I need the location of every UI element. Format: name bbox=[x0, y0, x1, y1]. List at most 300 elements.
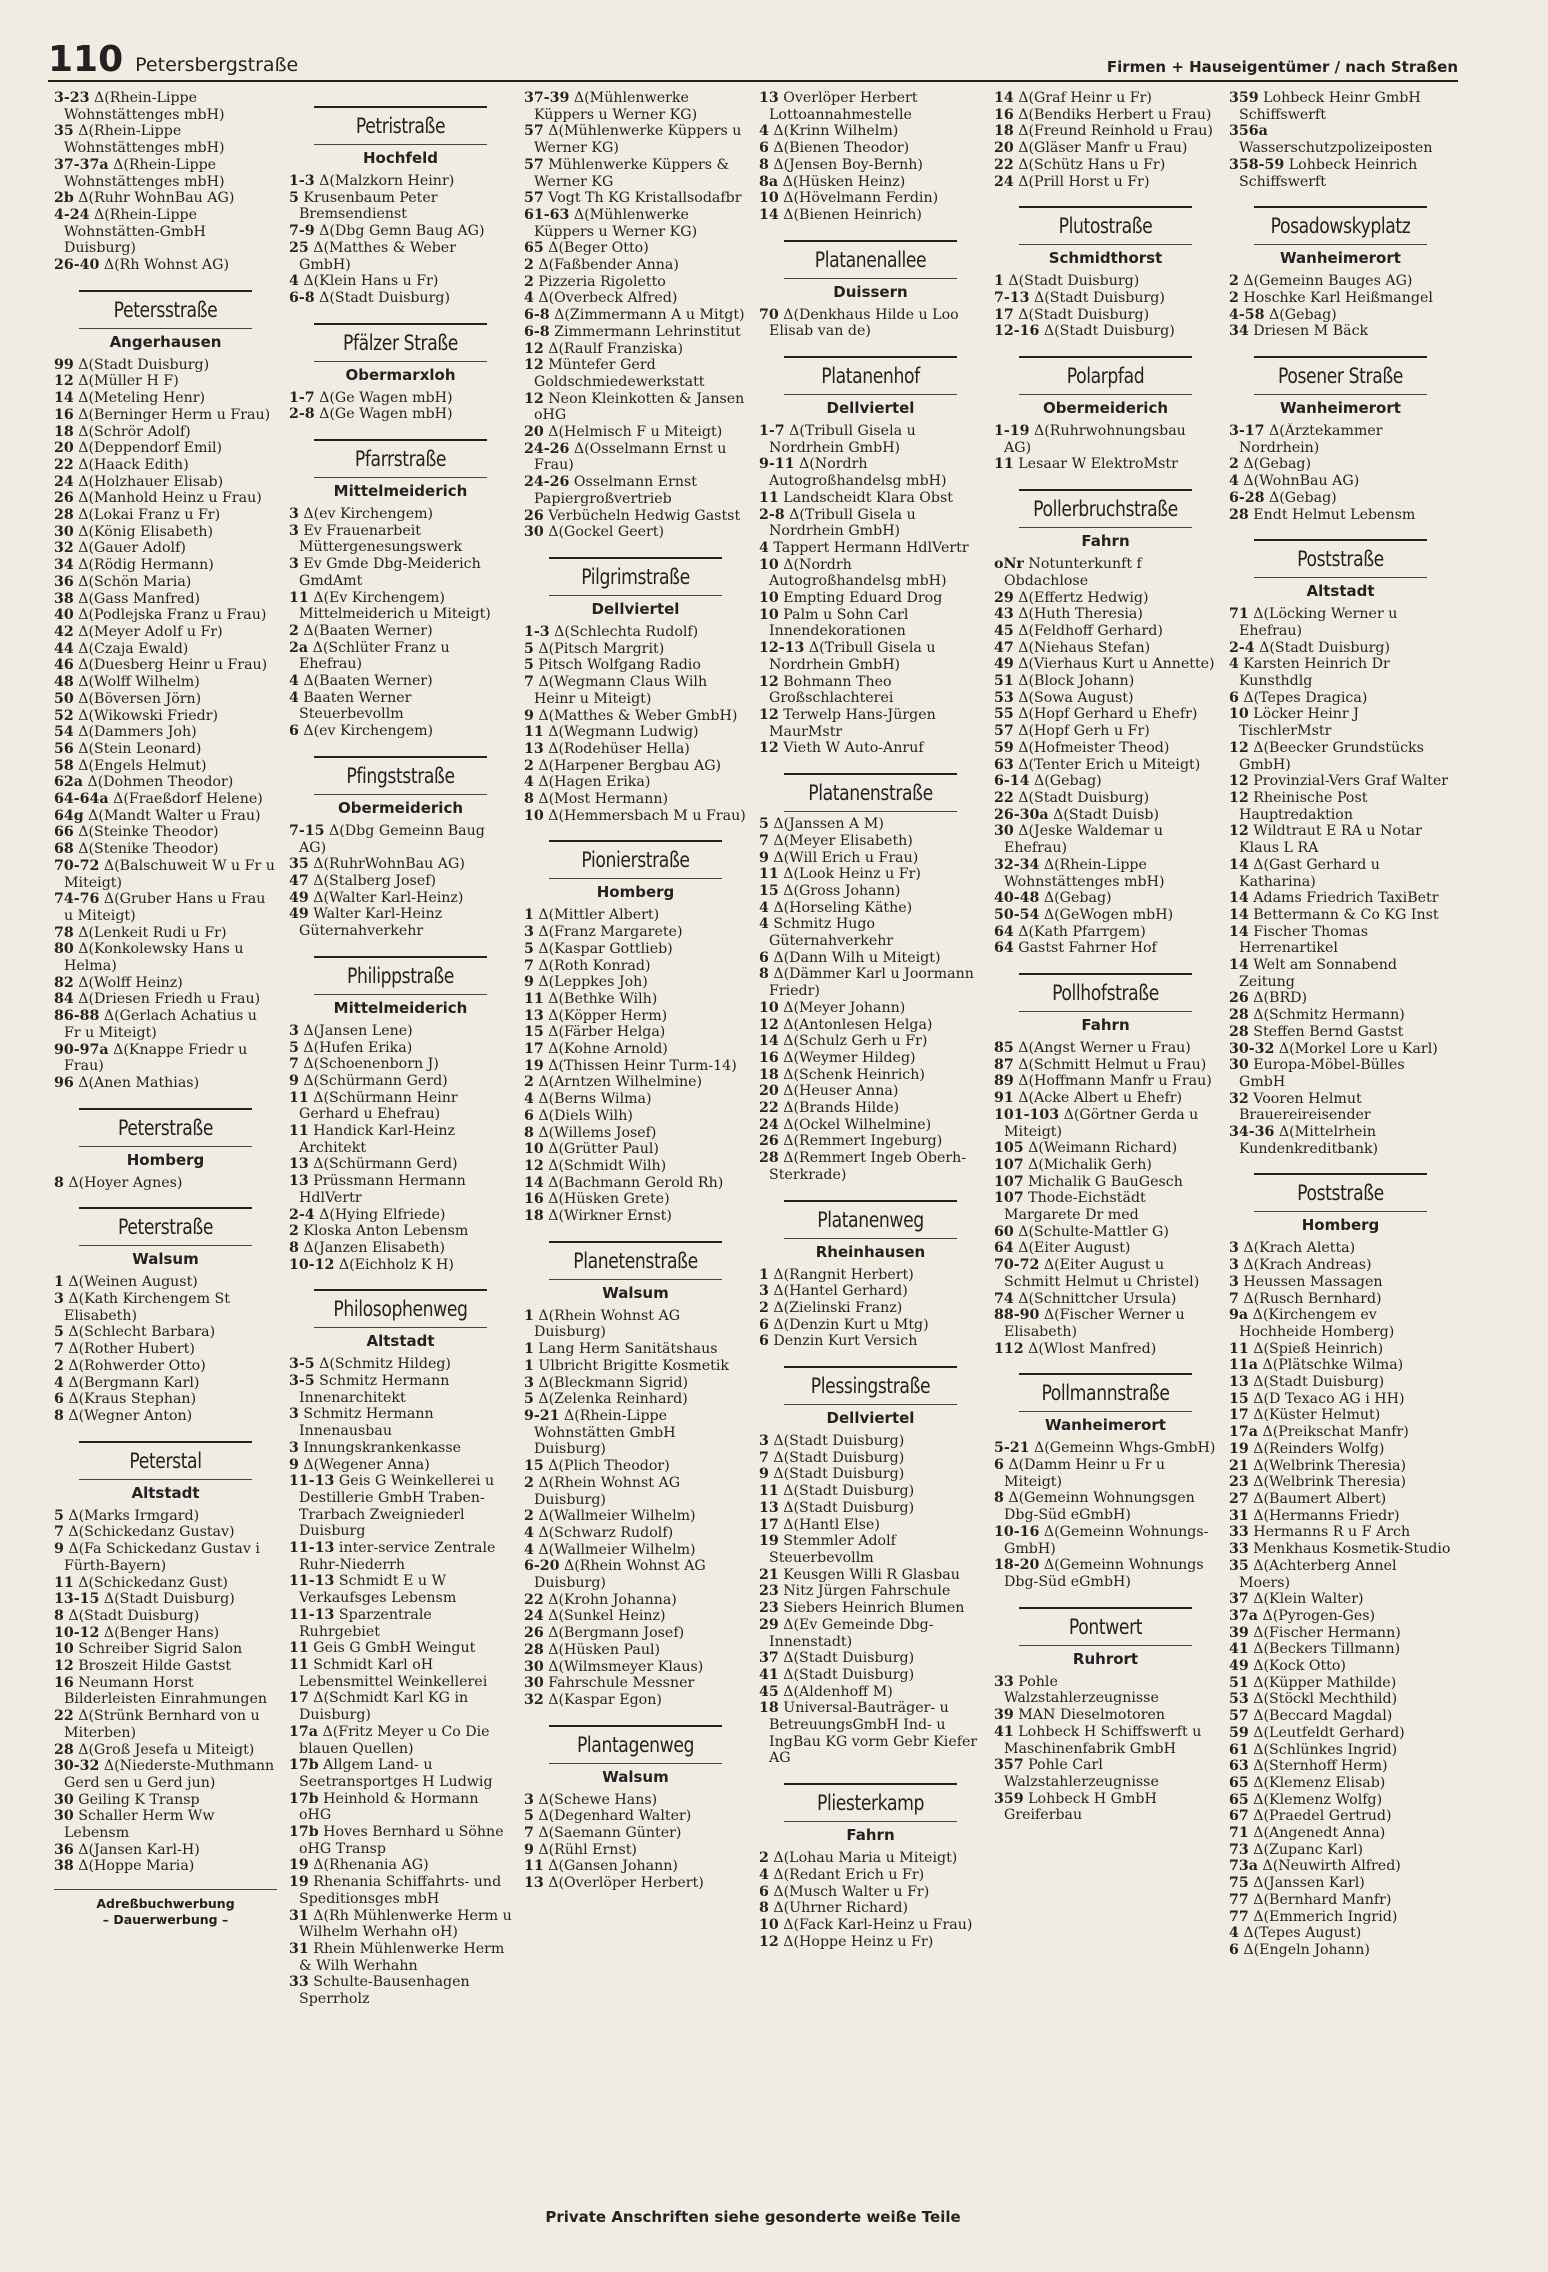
entry-text: Δ(Gruber Hans u Frau u Miteigt) bbox=[64, 891, 266, 924]
entry-text: Δ(Diels Wilh) bbox=[533, 1107, 633, 1124]
directory-entry bbox=[524, 290, 747, 307]
house-number: 11 bbox=[1229, 1340, 1249, 1357]
entry-text: Δ(Duesberg Heinr u Frau) bbox=[73, 657, 268, 674]
house-number: 1 bbox=[524, 1307, 534, 1324]
entry-text: Δ(Rhein-Lippe Wohnstätten-GmbH Duisburg) bbox=[64, 206, 206, 257]
entry-text: Δ(Meteling Henr) bbox=[73, 390, 206, 407]
house-number: 4 bbox=[289, 689, 299, 706]
house-number: 2 bbox=[524, 273, 534, 290]
house-number: 9-21 bbox=[524, 1408, 560, 1424]
directory-entry bbox=[289, 823, 512, 856]
street-heading: Pollhofstraße bbox=[1019, 973, 1192, 1012]
house-number: 1-7 bbox=[289, 389, 315, 406]
entry-text: Δ(Saemann Günter) bbox=[533, 1825, 682, 1842]
house-number: 14 bbox=[524, 1174, 544, 1191]
entry-text: Hoschke Karl Heißmangel bbox=[1238, 289, 1433, 306]
entry-text: Δ(Sowa August) bbox=[1013, 689, 1134, 706]
house-number: 67 bbox=[1229, 1808, 1249, 1825]
entry-text: Δ(Denzin Kurt u Mtg) bbox=[768, 1316, 929, 1333]
house-number: 50 bbox=[54, 690, 74, 707]
house-number: 62a bbox=[54, 774, 83, 791]
entry-text: Δ(Look Heinz u Fr) bbox=[778, 866, 921, 883]
entry-text: Δ(Schnittcher Ursula) bbox=[1013, 1290, 1177, 1307]
house-number: 5-21 bbox=[994, 1440, 1030, 1457]
house-number: 1 bbox=[524, 907, 534, 924]
street-heading: Pollerbruchstraße bbox=[1019, 489, 1192, 528]
house-number: 12 bbox=[524, 340, 544, 357]
directory-entry bbox=[759, 833, 982, 850]
entry-text: Δ(Ockel Wilhelmine) bbox=[778, 1116, 932, 1133]
house-number: 11-13 bbox=[289, 1473, 335, 1490]
house-number: 2 bbox=[759, 1299, 769, 1316]
entry-text: Δ(Graf Heinr u Fr) bbox=[1013, 90, 1152, 106]
entry-text: Δ(Dann Wilh u Miteigt) bbox=[768, 949, 941, 966]
house-number: 11 bbox=[759, 489, 779, 506]
directory-entry bbox=[289, 623, 512, 640]
house-number: 78 bbox=[54, 924, 74, 941]
entry-text: Δ(Färber Helga) bbox=[543, 1024, 666, 1041]
entry-text: Δ(Rother Hubert) bbox=[63, 1341, 195, 1358]
entry-text: Δ(Hövelmann Ferdin) bbox=[778, 190, 939, 207]
house-number: 8a bbox=[759, 173, 779, 190]
entry-text: Δ(Rhein Wohnst AG Duisburg) bbox=[533, 1307, 681, 1341]
directory-entry bbox=[54, 741, 277, 758]
entry-text: Δ(Redant Erich u Fr) bbox=[768, 1866, 925, 1883]
entry-text: Δ(RuhrWohnBau AG) bbox=[308, 856, 465, 873]
directory-entry bbox=[1229, 1608, 1452, 1625]
entry-text: Δ(Lenkeit Rudi u Fr) bbox=[73, 924, 227, 941]
directory-entry bbox=[759, 916, 982, 949]
house-number: 35 bbox=[54, 123, 74, 140]
directory-entry bbox=[54, 407, 277, 424]
entry-text: Geiling K Transp bbox=[73, 1791, 200, 1808]
entry-text: Δ(Harpener Bergbau AG) bbox=[533, 757, 722, 774]
directory-entry bbox=[524, 1625, 747, 1642]
house-number: 24 bbox=[524, 1608, 544, 1625]
entry-text: Rhenania Schiffahrts- und Speditionsges mbH bbox=[299, 1874, 502, 1907]
entry-text: Δ(Meyer Elisabeth) bbox=[768, 832, 913, 849]
house-number: 45 bbox=[994, 622, 1014, 639]
house-number: 1-3 bbox=[289, 173, 315, 189]
house-number: 41 bbox=[1229, 1641, 1249, 1658]
directory-entry bbox=[1229, 706, 1452, 739]
entry-text: Δ(Uhrner Richard) bbox=[768, 1900, 909, 1917]
directory-entry bbox=[759, 866, 982, 883]
house-number: 9 bbox=[524, 707, 534, 724]
street-heading: Posadowskyplatz bbox=[1254, 206, 1427, 245]
entry-text: Δ(Rusch Bernhard) bbox=[1238, 1290, 1382, 1307]
entry-text: Δ(Eiter August) bbox=[1013, 1240, 1131, 1257]
entry-text: Δ(Huth Theresia) bbox=[1013, 606, 1143, 623]
entry-text: Δ(Welbrink Theresia) bbox=[1248, 1457, 1407, 1474]
street-heading: Plessingstraße bbox=[784, 1366, 957, 1405]
house-number: 20 bbox=[524, 424, 544, 441]
directory-entry bbox=[524, 1825, 747, 1842]
directory-entry bbox=[1229, 1274, 1452, 1291]
entry-text: Δ(Dammers Joh) bbox=[73, 724, 197, 741]
entry-text: Δ(Malzkorn Heinr) bbox=[314, 173, 455, 189]
entry-text: Δ(Stadt Duisburg) bbox=[778, 1666, 915, 1683]
house-number: 2 bbox=[289, 622, 299, 639]
entry-text: Universal-Bauträger- u BetreuungsGmbH Ind- u IngBau KG vorm Gebr Kiefer AG bbox=[769, 1700, 978, 1767]
entry-text: Europa-Möbel-Bülles GmbH bbox=[1239, 1057, 1405, 1090]
house-number: 10 bbox=[524, 807, 544, 824]
entry-text: Δ(Gast Gerhard u Katharina) bbox=[1239, 856, 1380, 890]
entry-text: Δ(Gläser Manfr u Frau) bbox=[1013, 140, 1188, 157]
house-number: 11 bbox=[289, 1657, 309, 1673]
entry-text: Δ(D Texaco AG i HH) bbox=[1248, 1390, 1405, 1407]
entry-text: Δ(Brands Hilde) bbox=[778, 1100, 900, 1117]
entry-text: Δ(Franz Margarete) bbox=[533, 924, 683, 941]
entry-text: Δ(Knappe Friedr u Frau) bbox=[64, 1041, 248, 1075]
directory-entry bbox=[524, 274, 747, 291]
district-label: Fahrn bbox=[1081, 1016, 1130, 1035]
entry-text: Δ(Wolff Heinz) bbox=[73, 974, 183, 991]
entry-text: Verbücheln Hedwig Gastst bbox=[543, 507, 741, 524]
directory-entry bbox=[1229, 423, 1452, 456]
directory-entry bbox=[994, 590, 1217, 607]
directory-entry bbox=[1229, 1591, 1452, 1608]
house-number: 90-97a bbox=[54, 1041, 109, 1058]
house-number: 6-8 bbox=[289, 289, 315, 306]
directory-entry bbox=[54, 941, 277, 974]
house-number: 33 bbox=[1229, 1524, 1249, 1541]
directory-entry bbox=[994, 857, 1217, 890]
house-number: 7-13 bbox=[994, 289, 1030, 306]
directory-entry bbox=[1229, 907, 1452, 924]
directory-entry bbox=[524, 207, 747, 240]
entry-text: Δ(Welbrink Theresia) bbox=[1248, 1474, 1407, 1491]
entry-text: Δ(Schewe Hans) bbox=[533, 1791, 658, 1808]
entry-text: Δ(Michalik Gerh) bbox=[1023, 1156, 1152, 1173]
entry-text: Δ(Jansen Lene) bbox=[298, 1022, 413, 1039]
house-number: 29 bbox=[759, 1616, 779, 1633]
house-number: 10-12 bbox=[289, 1256, 335, 1273]
entry-text: Δ(Achterberg Annel Moers) bbox=[1239, 1557, 1397, 1591]
house-number: 7 bbox=[1229, 1290, 1239, 1307]
entry-text: Neon Kleinkotten & Jansen oHG bbox=[534, 390, 745, 424]
directory-entry bbox=[54, 1858, 277, 1875]
directory-entry bbox=[759, 1067, 982, 1084]
house-number: 26 bbox=[1229, 990, 1249, 1007]
entry-text: Δ(Podlejska Franz u Frau) bbox=[73, 607, 267, 624]
entry-text: Δ(Aldenhoff M) bbox=[778, 1683, 893, 1700]
entry-text: Ev Gmde Dbg-Meiderich GmdAmt bbox=[298, 556, 481, 589]
house-number: 1-19 bbox=[994, 423, 1030, 440]
directory-entry bbox=[759, 1100, 982, 1117]
house-number: 47 bbox=[289, 872, 309, 889]
house-number: 35 bbox=[1229, 1557, 1249, 1574]
house-number: 4 bbox=[1229, 1925, 1239, 1942]
house-number: 66 bbox=[54, 824, 74, 841]
directory-entry bbox=[289, 1724, 512, 1757]
directory-entry bbox=[759, 1450, 982, 1467]
directory-entry bbox=[54, 257, 277, 274]
house-number: 18 bbox=[759, 1700, 779, 1717]
directory-entry bbox=[524, 1191, 747, 1208]
entry-text: Vogt Th KG Kristallsodafbr bbox=[543, 190, 742, 207]
directory-entry bbox=[759, 1017, 982, 1034]
directory-entry bbox=[524, 641, 747, 658]
entry-text: Δ(Will Erich u Frau) bbox=[768, 849, 919, 866]
street-heading: Polarpfad bbox=[1019, 356, 1192, 395]
house-number: 46 bbox=[54, 657, 74, 674]
directory-entry bbox=[759, 1117, 982, 1134]
entry-text: Δ(Stadt Duisburg) bbox=[1254, 639, 1391, 656]
directory-entry bbox=[1229, 790, 1452, 823]
entry-text: Δ(Faßbender Anna) bbox=[533, 257, 679, 274]
directory-entry bbox=[289, 1573, 512, 1606]
entry-text: Broszeit Hilde Gastst bbox=[73, 1658, 232, 1675]
directory-entry bbox=[524, 1074, 747, 1091]
house-number: 3-5 bbox=[289, 1356, 315, 1373]
house-number: 11 bbox=[289, 1640, 309, 1657]
directory-entry bbox=[54, 1408, 277, 1425]
entry-text: Kloska Anton Lebensm bbox=[298, 1223, 469, 1240]
entry-text: Δ(Matthes & Weber GmbH) bbox=[533, 707, 738, 724]
house-number: 11-13 bbox=[289, 1573, 335, 1590]
directory-entry bbox=[1229, 1892, 1452, 1909]
house-number: 40-48 bbox=[994, 890, 1040, 907]
entry-text: Δ(Baaten Werner) bbox=[298, 673, 433, 690]
directory-entry bbox=[524, 657, 747, 674]
directory-entry bbox=[759, 1500, 982, 1517]
entry-text: inter-service Zentrale Ruhr-Niederrh bbox=[299, 1540, 496, 1573]
directory-entry bbox=[289, 723, 512, 740]
section-title: Firmen + Hauseigentümer / nach Straßen bbox=[1106, 58, 1458, 76]
directory-entry bbox=[994, 123, 1217, 140]
directory-entry bbox=[524, 1858, 747, 1875]
directory-entry bbox=[994, 174, 1217, 191]
entry-text: Δ(Stadt Duisburg) bbox=[314, 289, 451, 306]
entry-text: Δ(Krach Andreas) bbox=[1238, 1257, 1372, 1274]
house-number: 8 bbox=[994, 1490, 1004, 1507]
directory-entry bbox=[1229, 1124, 1452, 1157]
entry-text: Δ(Acke Albert u Ehefr) bbox=[1013, 1090, 1183, 1107]
house-number: 14 bbox=[1229, 923, 1249, 940]
directory-entry bbox=[289, 873, 512, 890]
entry-text: Δ(Wirkner Ernst) bbox=[543, 1208, 672, 1225]
house-number: 4 bbox=[54, 1374, 64, 1391]
entry-text: Δ(Schürmann Gerd) bbox=[298, 1072, 448, 1089]
directory-entry bbox=[1229, 1407, 1452, 1424]
directory-entry bbox=[759, 1150, 982, 1183]
entry-text: Δ(Tribull Gisela u Nordrhein GmbH) bbox=[769, 640, 936, 673]
directory-entry bbox=[524, 741, 747, 758]
house-number: 7 bbox=[524, 957, 534, 974]
directory-entry bbox=[759, 1867, 982, 1884]
entry-text: Δ(Schmitz Hildeg) bbox=[314, 1356, 451, 1373]
entry-text: Schmitz Hermann Innenarchitekt bbox=[299, 1373, 450, 1406]
house-number: 35 bbox=[289, 856, 309, 873]
house-number: 60 bbox=[994, 1223, 1014, 1240]
directory-entry bbox=[54, 1541, 277, 1574]
house-number: 11a bbox=[1229, 1357, 1258, 1374]
house-number: 14 bbox=[1229, 856, 1249, 873]
street-heading: Plutostraße bbox=[1019, 206, 1192, 245]
entry-text: Δ(Mühlenwerke Küppers u Werner KG) bbox=[534, 123, 742, 157]
house-number: 39 bbox=[1229, 1624, 1249, 1641]
entry-text: Δ(Schmitz Hermann) bbox=[1248, 1007, 1405, 1024]
directory-entry bbox=[1229, 1307, 1452, 1340]
entry-text: Δ(Marks Irmgard) bbox=[63, 1507, 200, 1524]
directory-entry bbox=[54, 507, 277, 524]
entry-text: Δ(Ev Gemeinde Dbg-Innenstadt) bbox=[769, 1616, 934, 1650]
entry-text: Δ(Kaspar Gottlieb) bbox=[533, 940, 673, 957]
entry-text: Δ(Fack Karl-Heinz u Frau) bbox=[778, 1916, 973, 1933]
house-number: 3 bbox=[289, 556, 299, 573]
house-number: 80 bbox=[54, 941, 74, 958]
directory-entry bbox=[524, 240, 747, 257]
directory-entry bbox=[994, 1240, 1217, 1257]
directory-entry bbox=[994, 623, 1217, 640]
house-number: 48 bbox=[54, 674, 74, 691]
entry-text: Δ(Driesen Friedh u Frau) bbox=[73, 991, 261, 1008]
entry-text: Δ(Kaspar Egon) bbox=[543, 1691, 662, 1708]
entry-text: Δ(Engels Helmut) bbox=[73, 757, 207, 774]
directory-entry bbox=[289, 223, 512, 240]
street-heading: Pfingststraße bbox=[314, 756, 487, 795]
house-number: 85 bbox=[994, 1040, 1014, 1057]
house-number: 57 bbox=[524, 156, 544, 173]
directory-entry bbox=[1229, 823, 1452, 856]
directory-entry bbox=[994, 773, 1217, 790]
house-number: 1 bbox=[524, 1357, 534, 1374]
directory-entry bbox=[1229, 1057, 1452, 1090]
district-label: Mittelmeiderich bbox=[333, 998, 468, 1017]
directory-entry bbox=[54, 524, 277, 541]
directory-entry bbox=[289, 1857, 512, 1874]
entry-text: Δ(Ev Kirchengem) Mittelmeiderich u Miteigt) bbox=[299, 589, 491, 623]
directory-entry bbox=[759, 1667, 982, 1684]
directory-entry bbox=[994, 690, 1217, 707]
directory-entry bbox=[54, 591, 277, 608]
entry-text: Δ(Schmidt Wilh) bbox=[543, 1157, 667, 1174]
directory-entry bbox=[54, 1808, 277, 1841]
house-number: 21 bbox=[759, 1566, 779, 1583]
entry-text: Δ(Plich Theodor) bbox=[543, 1458, 670, 1475]
directory-entry bbox=[54, 724, 277, 741]
directory-entry bbox=[524, 524, 747, 541]
entry-text: Δ(Morkel Lore u Karl) bbox=[1274, 1040, 1438, 1057]
entry-text: Rheinische Post Hauptredaktion bbox=[1239, 789, 1368, 823]
house-number: 4 bbox=[524, 290, 534, 307]
house-number: 3 bbox=[289, 522, 299, 539]
directory-entry bbox=[759, 640, 982, 673]
directory-entry bbox=[54, 1758, 277, 1791]
house-number: 23 bbox=[759, 1583, 779, 1600]
entry-text: Δ(Remmert Ingeburg) bbox=[778, 1133, 943, 1150]
directory-entry bbox=[54, 1042, 277, 1075]
house-number: 3 bbox=[759, 1283, 769, 1300]
directory-entry bbox=[759, 1934, 982, 1951]
house-number: 8 bbox=[759, 966, 769, 983]
house-number: 34 bbox=[1229, 323, 1249, 340]
district-label: Dellviertel bbox=[826, 1409, 915, 1428]
directory-entry bbox=[54, 90, 277, 123]
directory-entry bbox=[289, 556, 512, 589]
house-number: 56 bbox=[54, 740, 74, 757]
directory-entry bbox=[1229, 273, 1452, 290]
house-number: 12 bbox=[759, 673, 779, 690]
entry-text: Schaller Herm Ww Lebensm bbox=[64, 1808, 215, 1842]
directory-entry bbox=[524, 474, 747, 507]
entry-text: Δ(Feldhoff Gerhard) bbox=[1013, 622, 1163, 639]
directory-entry bbox=[759, 1083, 982, 1100]
directory-entry bbox=[524, 1875, 747, 1892]
entry-text: Thode-Eichstädt Margarete Dr med bbox=[1004, 1190, 1146, 1224]
directory-entry bbox=[524, 1475, 747, 1508]
directory-entry bbox=[994, 1307, 1217, 1340]
entry-text: Δ(Wikowski Friedr) bbox=[73, 707, 219, 724]
footer-note: Private Anschriften siehe gesonderte weiße Teile bbox=[545, 2208, 961, 2226]
directory-entry bbox=[994, 823, 1217, 856]
directory-entry bbox=[289, 890, 512, 907]
house-number: 3 bbox=[289, 1406, 299, 1423]
house-number: 24-26 bbox=[524, 474, 570, 491]
directory-entry bbox=[994, 640, 1217, 657]
entry-text: Δ(Hoyer Agnes) bbox=[63, 1174, 183, 1191]
house-number: 2 bbox=[54, 1357, 64, 1374]
directory-entry bbox=[1229, 1341, 1452, 1358]
directory-entry bbox=[1229, 640, 1452, 657]
house-number: 42 bbox=[54, 623, 74, 640]
house-number: 10-12 bbox=[54, 1624, 100, 1641]
entry-text: Δ(Mandt Walter u Frau) bbox=[83, 807, 261, 824]
directory-entry bbox=[759, 1600, 982, 1617]
directory-entry bbox=[994, 1224, 1217, 1241]
directory-entry bbox=[994, 757, 1217, 774]
district-label: Homberg bbox=[596, 883, 675, 902]
directory-entry bbox=[524, 1592, 747, 1609]
entry-text: Δ(Gebag) bbox=[1029, 773, 1102, 790]
house-number: 12 bbox=[759, 1933, 779, 1950]
entry-text: Δ(Hopf Gerhard u Ehefr) bbox=[1013, 706, 1198, 723]
entry-text: Δ(Block Johann) bbox=[1013, 673, 1135, 690]
directory-entry bbox=[1229, 1875, 1452, 1892]
column-5 bbox=[988, 90, 1223, 2200]
directory-entry bbox=[759, 157, 982, 174]
entry-text: Schulte-Bausenhagen Sperrholz bbox=[299, 1974, 470, 2008]
district-label: Dellviertel bbox=[591, 599, 680, 618]
directory-entry bbox=[54, 1375, 277, 1392]
entry-text: Δ(Bachmann Gerold Rh) bbox=[543, 1174, 724, 1191]
entry-text: Δ(Overlöper Herbert) bbox=[543, 1875, 704, 1892]
directory-entry bbox=[1229, 1842, 1452, 1859]
directory-entry bbox=[994, 1757, 1217, 1790]
header-street-range: Petersbergstraße bbox=[135, 54, 299, 76]
entry-text: Δ(Hoppe Heinz u Fr) bbox=[778, 1933, 934, 1950]
house-number: 20 bbox=[54, 440, 74, 457]
house-number: 17b bbox=[289, 1790, 319, 1807]
directory-entry bbox=[759, 607, 982, 640]
entry-text: Δ(Neuwirth Alfred) bbox=[1257, 1858, 1401, 1875]
directory-entry bbox=[524, 391, 747, 424]
house-number: 17a bbox=[289, 1723, 318, 1740]
entry-text: Δ(Antonlesen Helga) bbox=[778, 1016, 933, 1033]
house-number: 26-40 bbox=[54, 257, 100, 274]
directory-entry bbox=[524, 1458, 747, 1475]
entry-text: Δ(Gebag) bbox=[1264, 306, 1337, 323]
entry-text: Δ(Damm Heinr u Fr u Miteigt) bbox=[1003, 1457, 1166, 1490]
entry-text: Δ(Görtner Gerda u Miteigt) bbox=[1004, 1106, 1199, 1140]
directory-entry bbox=[1229, 1675, 1452, 1692]
directory-entry bbox=[759, 123, 982, 140]
house-number: 3 bbox=[524, 924, 534, 941]
directory-entry bbox=[54, 841, 277, 858]
entry-text: Δ(Bergmann Josef) bbox=[543, 1625, 685, 1642]
house-number: 88-90 bbox=[994, 1307, 1040, 1324]
